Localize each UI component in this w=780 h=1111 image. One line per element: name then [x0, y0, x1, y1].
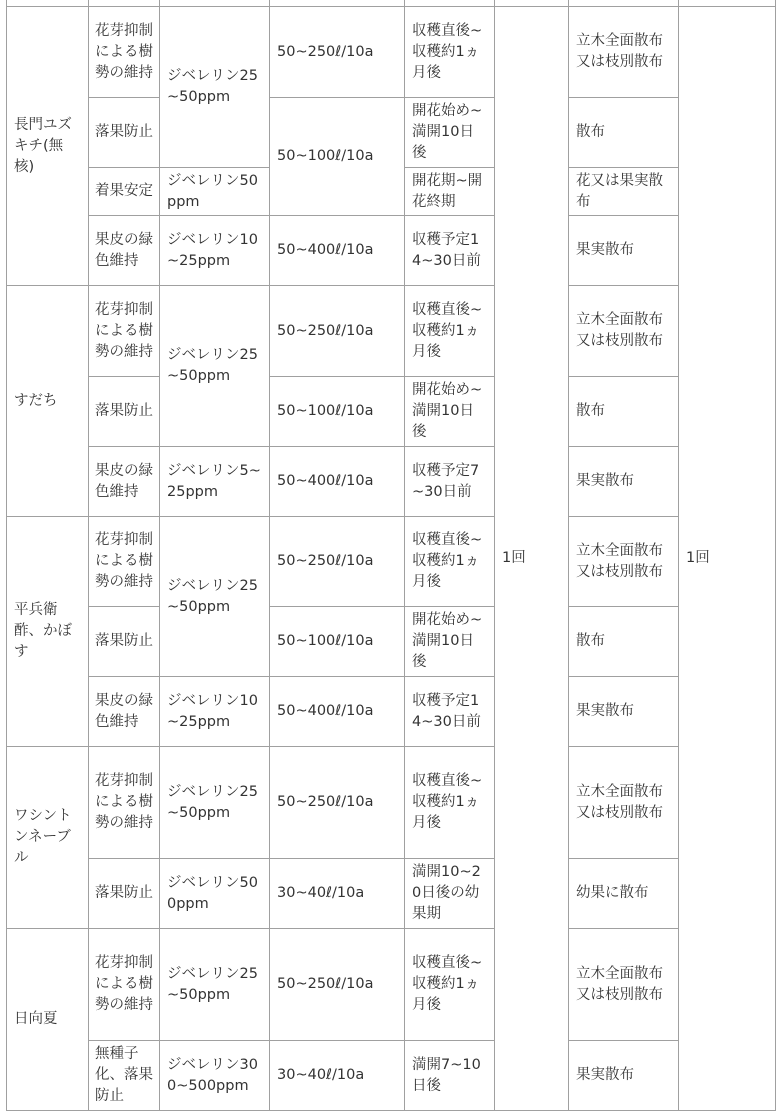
- timing: 開花期~開花終期: [405, 168, 495, 216]
- chemical: ジベレリン25~50ppm: [160, 517, 270, 677]
- purpose: 落果防止: [89, 859, 160, 929]
- purpose: 着果安定: [89, 168, 160, 216]
- purpose: 無種子化、落果防止: [89, 1041, 160, 1111]
- table-row: [7, 447, 776, 517]
- timing: 収穫予定14~30日前: [405, 677, 495, 747]
- purpose: 花芽抑制による樹勢の維持: [89, 747, 160, 859]
- table-row: [7, 677, 776, 747]
- method: 幼果に散布: [569, 859, 679, 929]
- method: 散布: [569, 98, 679, 168]
- chemical: ジベレリン25~50ppm: [160, 7, 270, 168]
- purpose: 落果防止: [89, 607, 160, 677]
- crop-name: すだち: [7, 286, 89, 517]
- crop-name: 長門ユズキチ(無核): [7, 7, 89, 286]
- dilution-volume: 50~400ℓ/10a: [270, 447, 405, 517]
- dilution-volume: 50~250ℓ/10a: [270, 517, 405, 607]
- timing: 満開10~20日後の幼果期: [405, 859, 495, 929]
- dilution-volume: 50~400ℓ/10a: [270, 216, 405, 286]
- timing: 収穫直後~収穫約1ヵ月後: [405, 517, 495, 607]
- table-row: [7, 216, 776, 286]
- dilution-volume: 50~250ℓ/10a: [270, 929, 405, 1041]
- timing: 収穫予定14~30日前: [405, 216, 495, 286]
- crop-name: 平兵衛酢、かぼす: [7, 517, 89, 747]
- timing: 収穫予定7~30日前: [405, 447, 495, 517]
- purpose: 花芽抑制による樹勢の維持: [89, 7, 160, 98]
- purpose: 花芽抑制による樹勢の維持: [89, 286, 160, 377]
- dilution-volume: 30~40ℓ/10a: [270, 1041, 405, 1111]
- chemical: ジベレリン300~500ppm: [160, 1041, 270, 1111]
- crop-name: ワシントンネーブル: [7, 747, 89, 929]
- table-row: [7, 286, 776, 377]
- dilution-volume: 50~100ℓ/10a: [270, 607, 405, 677]
- method: 花又は果実散布: [569, 168, 679, 216]
- timing: 開花始め~満開10日後: [405, 98, 495, 168]
- method: 散布: [569, 377, 679, 447]
- purpose: 果皮の緑色維持: [89, 447, 160, 517]
- timing: 収穫直後~収穫約1ヵ月後: [405, 286, 495, 377]
- dilution-volume: 50~250ℓ/10a: [270, 7, 405, 98]
- chemical: ジベレリン50ppm: [160, 168, 270, 216]
- method: 散布: [569, 607, 679, 677]
- dilution-volume: 50~100ℓ/10a: [270, 98, 405, 216]
- purpose: 落果防止: [89, 377, 160, 447]
- timing: 収穫直後~収穫約1ヵ月後: [405, 7, 495, 98]
- times-used: 1回: [495, 7, 569, 1111]
- crop-name: 日向夏: [7, 929, 89, 1111]
- chemical: ジベレリン25~50ppm: [160, 929, 270, 1041]
- table-row: [7, 747, 776, 859]
- chemical: ジベレリン5~25ppm: [160, 447, 270, 517]
- timing: 収穫直後~収穫約1ヵ月後: [405, 929, 495, 1041]
- chemical: ジベレリン10~25ppm: [160, 677, 270, 747]
- dilution-volume: 50~250ℓ/10a: [270, 286, 405, 377]
- table-row: [7, 929, 776, 1041]
- method: 果実散布: [569, 677, 679, 747]
- table-row: [7, 607, 776, 677]
- purpose: 果皮の緑色維持: [89, 677, 160, 747]
- method: 果実散布: [569, 216, 679, 286]
- chemical: ジベレリン10~25ppm: [160, 216, 270, 286]
- dilution-volume: 50~100ℓ/10a: [270, 377, 405, 447]
- timing: 収穫直後~収穫約1ヵ月後: [405, 747, 495, 859]
- table-row: [7, 517, 776, 607]
- chemical: ジベレリン25~50ppm: [160, 286, 270, 447]
- chemical: ジベレリン25~50ppm: [160, 747, 270, 859]
- table-row: [7, 7, 776, 98]
- method: 果実散布: [569, 447, 679, 517]
- method: 立木全面散布又は枝別散布: [569, 929, 679, 1041]
- total-times: 1回: [679, 7, 776, 1111]
- purpose: 果皮の緑色維持: [89, 216, 160, 286]
- table-row: [7, 98, 776, 168]
- timing: 開花始め~満開10日後: [405, 377, 495, 447]
- method: 果実散布: [569, 1041, 679, 1111]
- timing: 開花始め~満開10日後: [405, 607, 495, 677]
- purpose: 花芽抑制による樹勢の維持: [89, 517, 160, 607]
- dilution-volume: 50~400ℓ/10a: [270, 677, 405, 747]
- table-row: [7, 1041, 776, 1111]
- method: 立木全面散布又は枝別散布: [569, 747, 679, 859]
- method: 立木全面散布又は枝別散布: [569, 517, 679, 607]
- purpose: 花芽抑制による樹勢の維持: [89, 929, 160, 1041]
- purpose: 落果防止: [89, 98, 160, 168]
- dilution-volume: 30~40ℓ/10a: [270, 859, 405, 929]
- method: 立木全面散布又は枝別散布: [569, 286, 679, 377]
- dilution-volume: 50~250ℓ/10a: [270, 747, 405, 859]
- timing: 満開7~10日後: [405, 1041, 495, 1111]
- table-row: [7, 377, 776, 447]
- pesticide-usage-table: [6, 0, 776, 1111]
- table-row: [7, 859, 776, 929]
- method: 立木全面散布又は枝別散布: [569, 7, 679, 98]
- chemical: ジベレリン500ppm: [160, 859, 270, 929]
